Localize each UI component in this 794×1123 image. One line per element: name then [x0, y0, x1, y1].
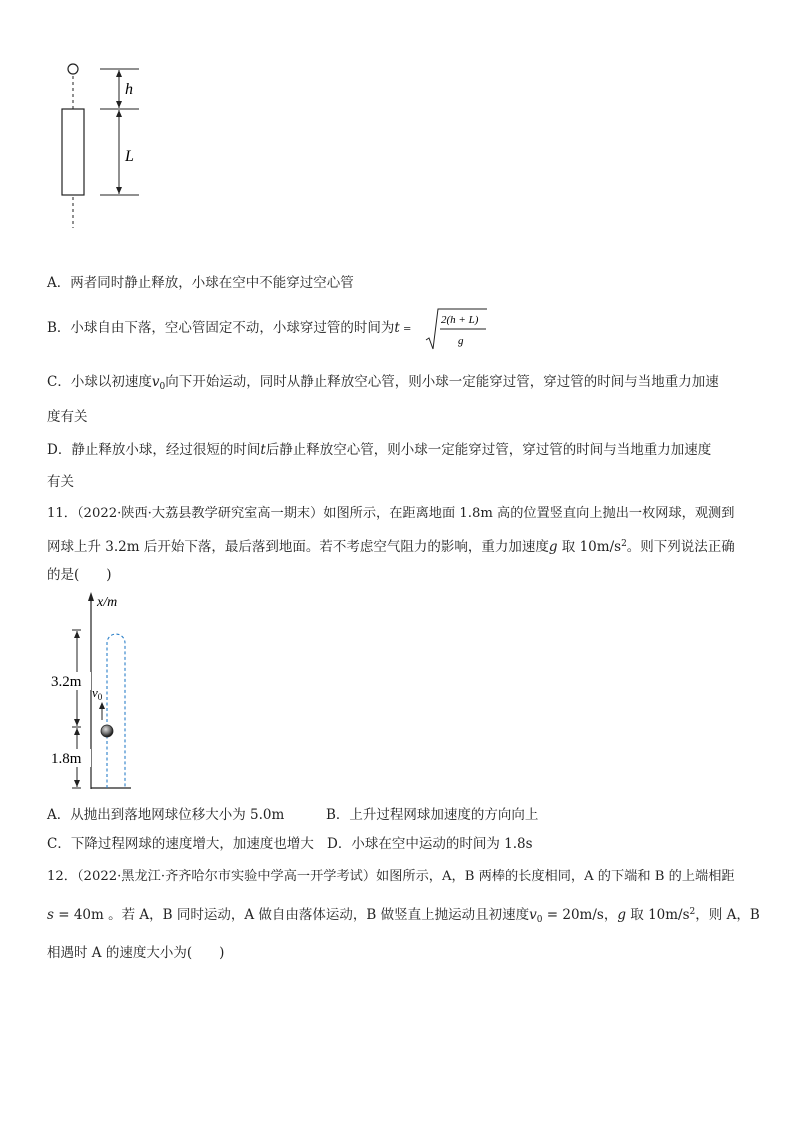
label-1-8m: 1.8m	[51, 751, 82, 767]
tennis-ball	[101, 725, 113, 737]
q10-option-b-formula	[424, 306, 488, 352]
q10-option-b: B．小球自由下落，空心管固定不动，小球穿过管的时间为t =	[47, 320, 412, 336]
q12-stem-line3: 相遇时 A 的速度大小为( )	[47, 945, 225, 961]
q11-stem-line3: 的是( )	[47, 567, 112, 583]
figure-ball-tube	[50, 58, 150, 233]
label-3-2m: 3.2m	[51, 674, 82, 690]
q11-option-d: D．小球在空中运动的时间为 1.8s	[327, 836, 533, 852]
x-axis-label: x/m	[97, 595, 118, 610]
label-L: L	[125, 148, 134, 165]
ball	[68, 64, 78, 74]
q10-option-c-line2: 度有关	[47, 409, 88, 425]
q11-stem-line2: 网球上升 3.2m 后开始下落，最后落到地面。若不考虑空气阻力的影响，重力加速度g 取 $10m/s^2$。则下列说法正确	[47, 539, 735, 555]
q11-stem-line1: 11．（2022·陕西·大荔县教学研究室高一期末）如图所示，在距离地面 1.8m 高的位置竖直向上抛出一枚网球，观测到	[47, 506, 735, 521]
figure-tennis-ball	[48, 590, 160, 795]
q10-option-d-line1: D．静止释放小球，经过很短的时间t后静止释放空心管，则小球一定能穿过管，穿过管的时间与当地重力加速度	[47, 442, 712, 458]
q10-option-a: A．两者同时静止释放，小球在空中不能穿过空心管	[47, 275, 354, 291]
q11-option-c: C．下降过程网球的速度增大，加速度也增大	[47, 836, 314, 852]
formula-numerator: 2(h + L)	[441, 314, 479, 326]
q11-option-b: B．上升过程网球加速度的方向向上	[326, 807, 539, 823]
label-h: h	[125, 81, 133, 98]
q12-stem-line1: 12．（2022·黑龙江·齐齐哈尔市实验中学高一开学考试）如图所示，A，B 两棒的长度相同，A 的下端和 B 的上端相距	[47, 869, 735, 884]
q10-option-c-line1: C．小球以初速度$v_0$向下开始运动，同时从静止释放空心管，则小球一定能穿过管，穿过管的时间与当地重力加速	[47, 374, 719, 392]
formula-denominator: g	[458, 335, 464, 347]
label-v0: $v_0$	[92, 685, 103, 702]
q12-stem-line2: s = 40m 。若 A，B 同时运动，A 做自由落体运动，B 做竖直上抛运动且初速度$v_0 = 20m/s$，g 取 $10m/s^2$，则 A，B	[47, 907, 760, 925]
q10-option-d-line2: 有关	[47, 474, 74, 490]
hollow-tube	[62, 109, 84, 195]
ball-trajectory-dashed	[107, 634, 125, 788]
q11-option-a: A．从抛出到落地网球位移大小为 5.0m	[47, 807, 285, 823]
